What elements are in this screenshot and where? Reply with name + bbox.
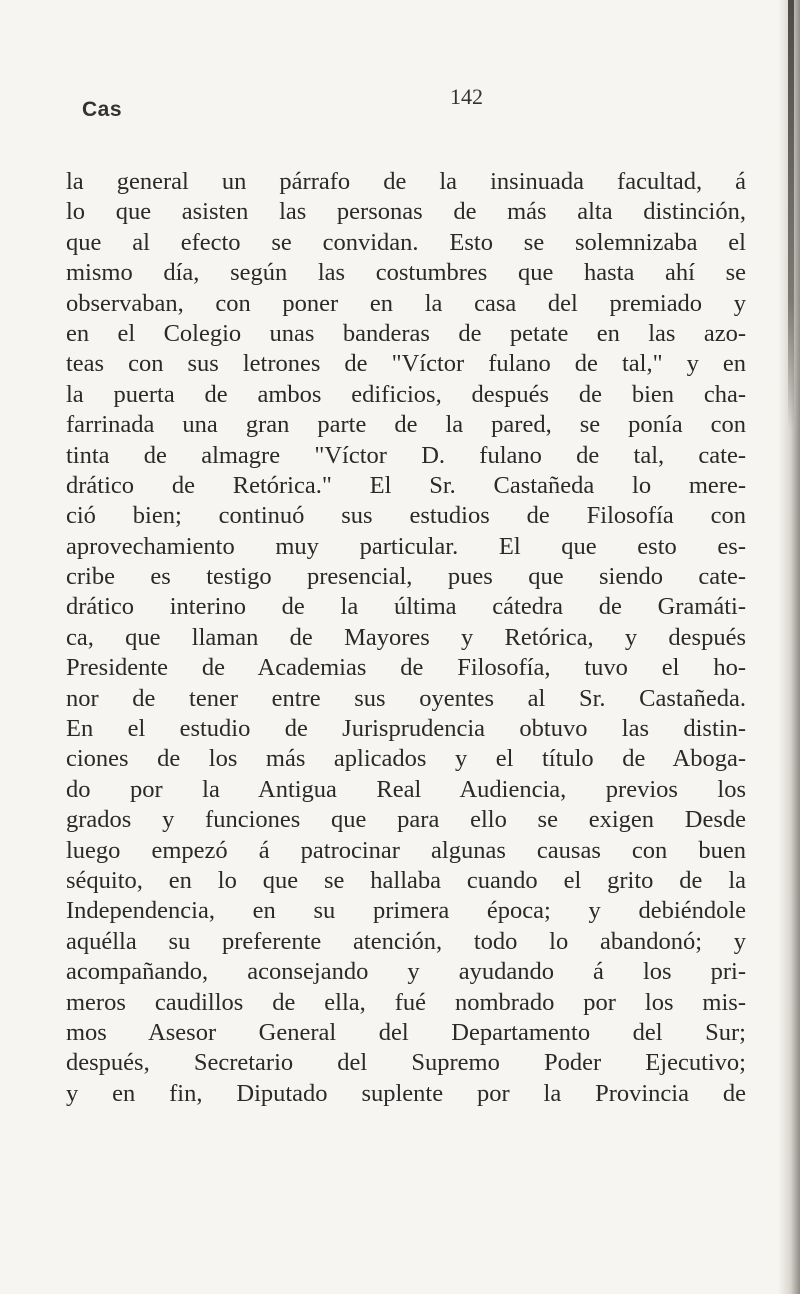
- text-line: mismo día, según las costumbres que hasta ahí se: [66, 259, 746, 287]
- text-line: farrinada una gran parte de la pared, se ponía con: [66, 411, 746, 439]
- body-text: [66, 167, 746, 1109]
- text-line: séquito, en lo que se hallaba cuando el grito de la: [66, 866, 746, 894]
- text-line: en el Colegio unas banderas de petate en las azo-: [66, 319, 746, 347]
- text-line: mos Asesor General del Departamento del Sur;: [66, 1018, 746, 1046]
- text-line: ca, que llaman de Mayores y Retórica, y después: [66, 623, 746, 651]
- text-line: la general un párrafo de la insinuada facultad, á: [66, 168, 746, 195]
- text-line: aquélla su preferente atención, todo lo abandonó; y: [66, 927, 746, 955]
- page-number: 142: [450, 84, 483, 109]
- text-line: cribe es testigo presencial, pues que siendo cate-: [66, 563, 746, 591]
- text-line: Independencia, en su primera época; y debiéndole: [66, 897, 746, 925]
- text-line: después, Secretario del Supremo Poder Ejecutivo;: [66, 1049, 746, 1077]
- text-line: acompañando, aconsejando y ayudando á los pri-: [66, 958, 746, 986]
- page-edge-binding: [788, 0, 794, 430]
- text-line: la puerta de ambos edificios, después de bien cha-: [66, 380, 746, 408]
- text-line: ciones de los más aplicados y el título de Aboga-: [66, 745, 746, 773]
- text-line: luego empezó á patrocinar algunas causas con buen: [66, 836, 746, 864]
- text-line: grados y funciones que para ello se exigen Desde: [66, 806, 746, 834]
- running-head: Cas: [82, 98, 123, 121]
- text-line: Presidente de Academias de Filosofía, tuvo el ho-: [66, 654, 746, 682]
- text-line: teas con sus letrones de "Víctor fulano de tal," y en: [66, 350, 746, 378]
- text-line: meros caudillos de ella, fué nombrado por los mis-: [66, 988, 746, 1016]
- text-line: observaban, con poner en la casa del premiado y: [66, 289, 746, 317]
- text-line: do por la Antigua Real Audiencia, previos los: [66, 775, 746, 803]
- text-line: drático de Retórica." El Sr. Castañeda lo mere-: [66, 471, 746, 499]
- text-line: tinta de almagre "Víctor D. fulano de tal, cate-: [66, 441, 746, 469]
- text-line: nor de tener entre sus oyentes al Sr. Castañeda.: [66, 684, 746, 712]
- text-line: lo que asisten las personas de más alta distinción,: [66, 198, 746, 226]
- text-line: que al efecto se convidan. Esto se solemnizaba el: [66, 228, 746, 256]
- text-line: drático interino de la última cátedra de Gramáti-: [66, 593, 746, 621]
- text-line: ció bien; continuó sus estudios de Filosofía con: [66, 502, 746, 530]
- page-header: [82, 84, 682, 134]
- text-line: y en fin, Diputado suplente por la Provincia de: [66, 1079, 746, 1107]
- text-line: En el estudio de Jurisprudencia obtuvo las distin-: [66, 715, 746, 743]
- text-line: aprovechamiento muy particular. El que esto es-: [66, 532, 746, 560]
